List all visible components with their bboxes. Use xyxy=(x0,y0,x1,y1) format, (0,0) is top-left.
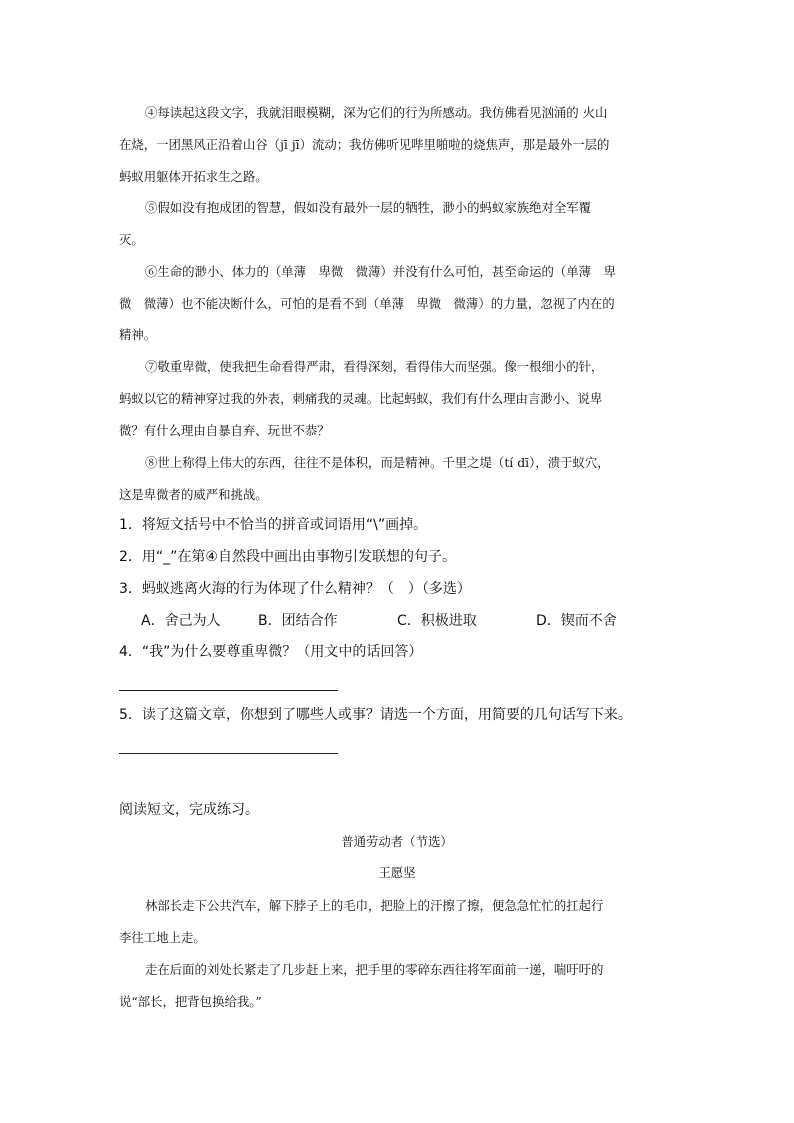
passage2-title: 普通劳动者（节选） xyxy=(341,834,453,849)
option-d: D．锲而不舍 xyxy=(536,613,617,629)
passage1-p4-line2: 在烧，一团黑风正沿着山谷（jī jī）流动；我仿佛听见哔里啪啦的烧焦声，那是最外一层的 xyxy=(119,137,610,152)
passage2-p1-line2: 李往工地上走。 xyxy=(119,930,206,945)
passage2-p2-line2: 说“部长，把背包换给我。” xyxy=(119,994,262,1009)
option-c: C．积极进取 xyxy=(397,613,477,629)
passage1-p5-line1: ⑤假如没有抱成团的智慧，假如没有最外一层的牺牲，渺小的蚂蚁家族绝对全军覆 xyxy=(145,200,592,215)
question-4: 4．“我”为什么要尊重卑微？（用文中的话回答） xyxy=(119,644,423,660)
passage1-p5-line2: 灭。 xyxy=(119,232,144,247)
passage1-p6-line2: 微 微薄）也不能决断什么，可怕的是看不到（单薄 卑微 微薄）的力量，忽视了内在的 xyxy=(119,296,615,311)
passage1-p7-line1: ⑦敬重卑微，使我把生命看得严肃，看得深刻，看得伟大而坚强。像一根细小的针， xyxy=(145,359,604,374)
passage2-author: 王愿坚 xyxy=(378,865,416,880)
question-2: 2．用“_”在第④自然段中画出由事物引发联想的句子。 xyxy=(119,549,456,565)
passage1-p8-line2: 这是卑微者的威严和挑战。 xyxy=(119,487,268,502)
passage1-p6-line1: ⑥生命的渺小、体力的（单薄 卑微 微薄）并没有什么可怕，甚至命运的（单薄 卑 xyxy=(145,264,616,279)
passage1-p4-line1: ④每读起这段文字，我就泪眼模糊，深为它们的行为所感动。我仿佛看见汹涌的 火山 xyxy=(145,105,608,120)
passage1-p7-line3: 微？有什么理由自暴自弃、玩世不恭？ xyxy=(119,423,330,438)
answer-line-q5 xyxy=(119,753,338,754)
question-3: 3．蚂蚁逃离火海的行为体现了什么精神？（ ）（多选） xyxy=(119,581,471,597)
passage1-p6-line3: 精神。 xyxy=(119,327,157,342)
question-5: 5．读了这篇文章，你想到了哪些人或事？请选一个方面，用简要的几句话写下来。 xyxy=(119,707,632,723)
passage2-instruction: 阅读短文，完成练习。 xyxy=(119,802,259,818)
passage1-p8-line1: ⑧世上称得上伟大的东西，往往不是体积，而是精神。千里之堤（tí dī），溃于蚁穴， xyxy=(145,455,610,470)
answer-line-q4 xyxy=(119,690,338,691)
passage2-p2-line1: 走在后面的刘处长紧走了几步赶上来，把手里的零碎东西往将军面前一递，喘吁吁的 xyxy=(145,962,604,977)
question-1: 1．将短文括号中不恰当的拼音或词语用“\”画掉。 xyxy=(119,517,428,533)
passage1-p7-line2: 蚂蚁以它的精神穿过我的外表，刺痛我的灵魂。比起蚂蚁，我们有什么理由言渺小、说卑 xyxy=(119,391,603,406)
option-b: B．团结合作 xyxy=(258,613,338,629)
passage2-p1-line1: 林部长走下公共汽车，解下脖子上的毛巾，把脸上的汗擦了擦，便急急忙忙的扛起行 xyxy=(145,898,604,913)
option-a: A．舍己为人 xyxy=(141,613,221,629)
passage1-p4-line3: 蚂蚁用躯体开拓求生之路。 xyxy=(119,169,268,184)
